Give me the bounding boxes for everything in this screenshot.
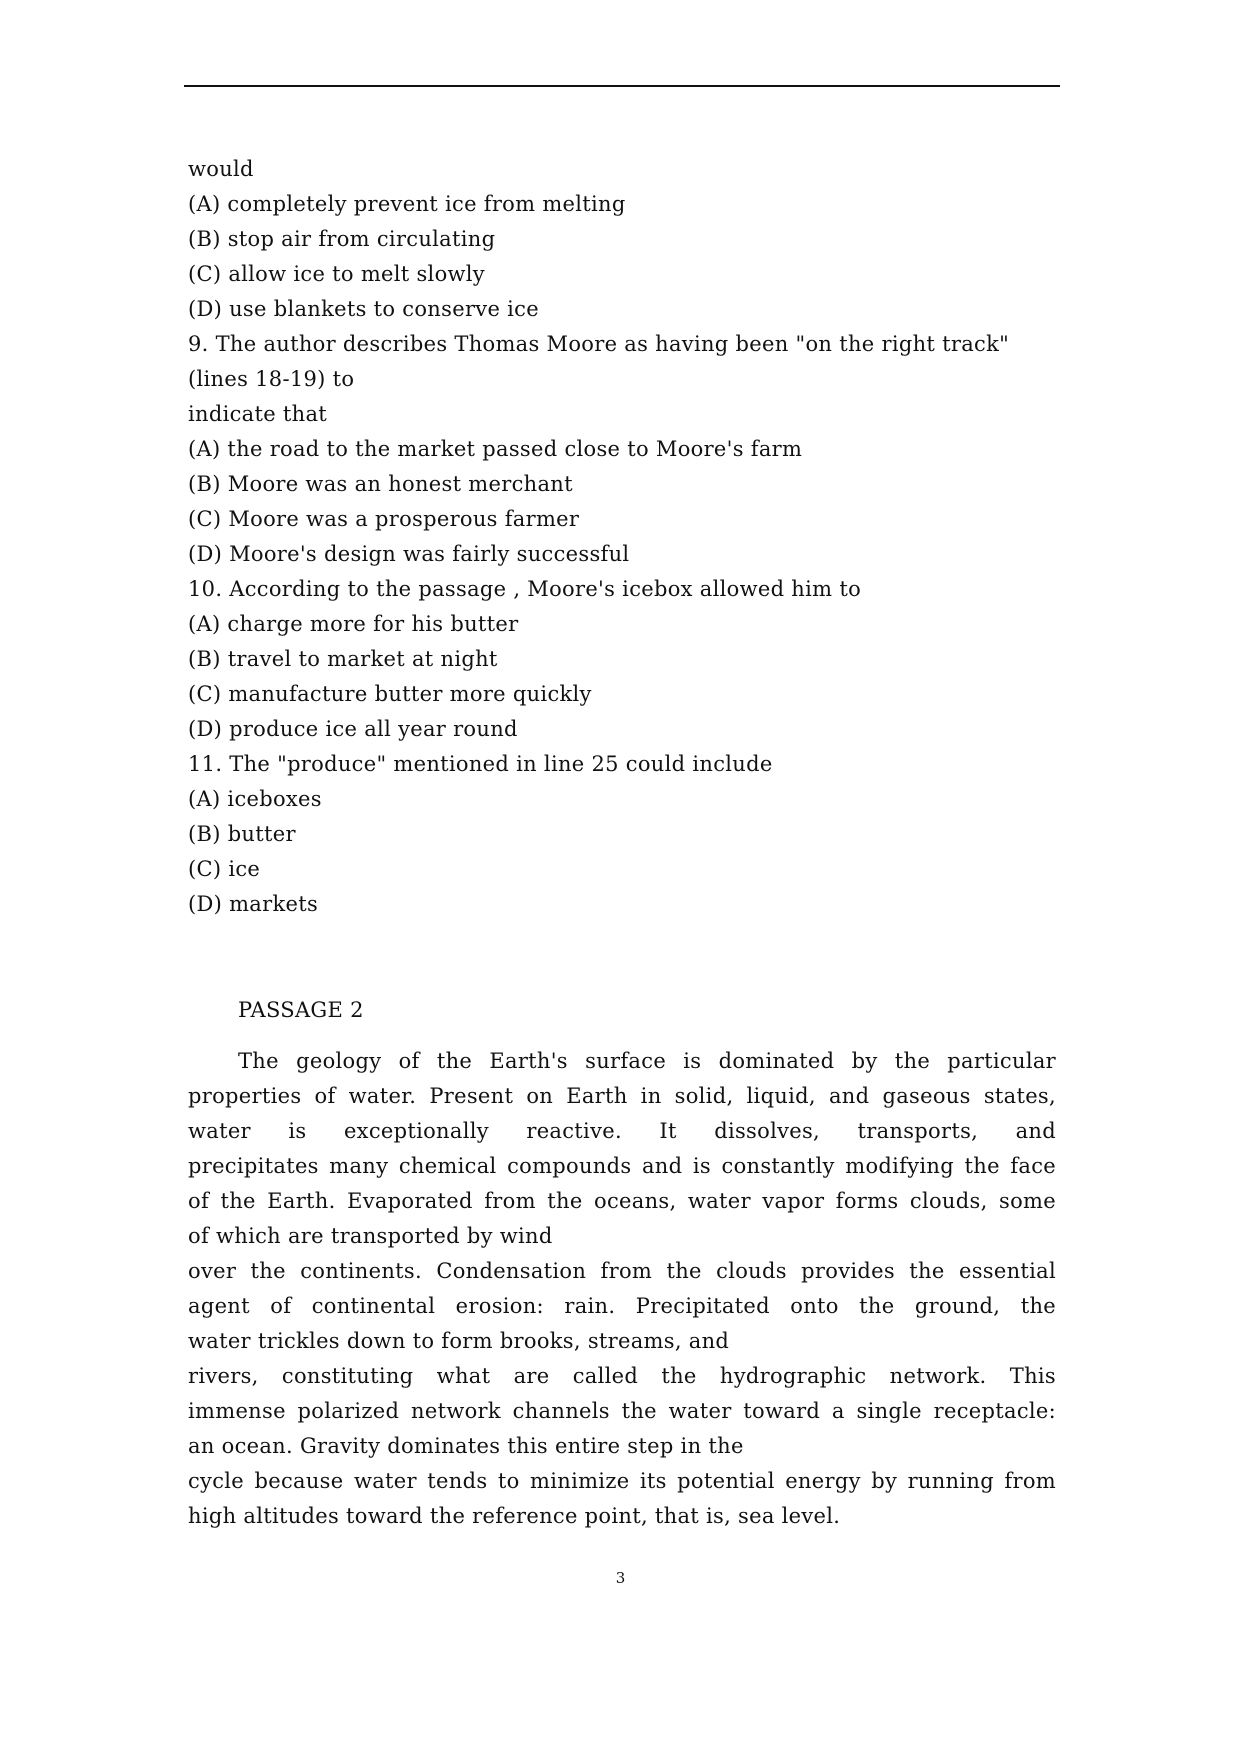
- question-11: 11. The "produce" mentioned in line 25 could include: [188, 752, 773, 776]
- option-a: (A) iceboxes: [188, 787, 322, 811]
- passage-paragraph: [188, 1044, 1056, 1534]
- paragraph-line: an ocean. Gravity dominates this entire step in the: [188, 1434, 744, 1458]
- questions-block: [188, 152, 1058, 922]
- paragraph-line: high altitudes toward the reference point, that is, sea level.: [188, 1504, 841, 1528]
- option-c: (C) ice: [188, 857, 261, 881]
- paragraph-line: over the continents. Condensation from the clouds provides the essential: [188, 1259, 1056, 1283]
- question-continuation: would: [188, 157, 254, 181]
- page-number: 3: [615, 1569, 626, 1587]
- question-9-continued: indicate that: [188, 402, 328, 426]
- paragraph-line: cycle because water tends to minimize its potential energy by running from: [188, 1469, 1056, 1493]
- paragraph-line: of the Earth. Evaporated from the oceans, water vapor forms clouds, some: [188, 1189, 1056, 1213]
- option-c: (C) Moore was a prosperous farmer: [188, 507, 580, 531]
- question-9: 9. The author describes Thomas Moore as having been "on the right track": [188, 332, 1010, 356]
- option-c: (C) manufacture butter more quickly: [188, 682, 592, 706]
- paragraph-line: The geology of the Earth's surface is dominated by the particular: [238, 1049, 1056, 1073]
- option-b: (B) Moore was an honest merchant: [188, 472, 573, 496]
- header-rule: [184, 85, 1060, 87]
- paragraph-line: water trickles down to form brooks, streams, and: [188, 1329, 730, 1353]
- paragraph-line: immense polarized network channels the water toward a single receptacle:: [188, 1399, 1056, 1423]
- option-a: (A) charge more for his butter: [188, 612, 519, 636]
- option-c: (C) allow ice to melt slowly: [188, 262, 485, 286]
- paragraph-line: rivers, constituting what are called the hydrographic network. This: [188, 1364, 1056, 1388]
- option-b: (B) travel to market at night: [188, 647, 498, 671]
- option-d: (D) use blankets to conserve ice: [188, 297, 539, 321]
- option-a: (A) completely prevent ice from melting: [188, 192, 626, 216]
- paragraph-line: agent of continental erosion: rain. Precipitated onto the ground, the: [188, 1294, 1056, 1318]
- question-10: 10. According to the passage , Moore's icebox allowed him to: [188, 577, 862, 601]
- question-9-continued: (lines 18-19) to: [188, 367, 355, 391]
- passage-heading: PASSAGE 2: [238, 998, 364, 1022]
- paragraph-line: properties of water. Present on Earth in solid, liquid, and gaseous states,: [188, 1084, 1056, 1108]
- option-d: (D) Moore's design was fairly successful: [188, 542, 630, 566]
- paragraph-line: water is exceptionally reactive. It dissolves, transports, and: [188, 1119, 1056, 1143]
- option-a: (A) the road to the market passed close to Moore's farm: [188, 437, 803, 461]
- option-d: (D) produce ice all year round: [188, 717, 518, 741]
- paragraph-line: of which are transported by wind: [188, 1224, 553, 1248]
- paragraph-line: precipitates many chemical compounds and is constantly modifying the face: [188, 1154, 1056, 1178]
- option-b: (B) butter: [188, 822, 296, 846]
- option-b: (B) stop air from circulating: [188, 227, 496, 251]
- option-d: (D) markets: [188, 892, 319, 916]
